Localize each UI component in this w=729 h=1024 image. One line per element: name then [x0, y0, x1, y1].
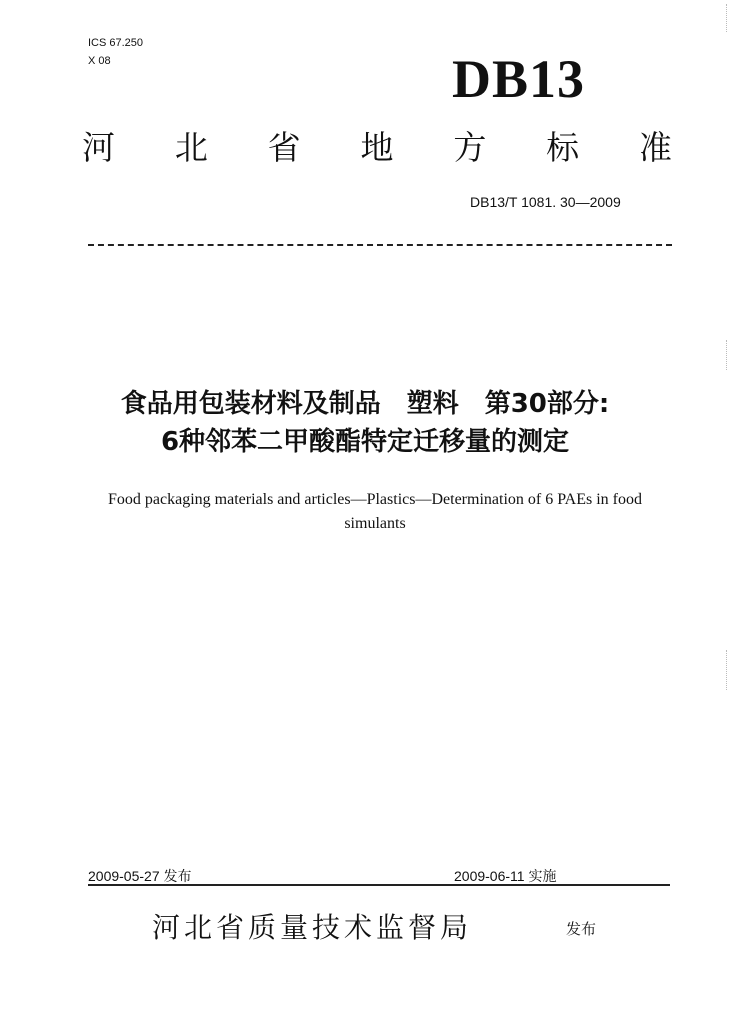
english-title-line-1: Food packaging materials and articles—Plastics—Determination of 6 PAEs in food	[108, 491, 642, 508]
title-char: 标	[546, 128, 580, 167]
publish-date: 2009-05-27 发布	[88, 868, 192, 884]
english-title-line-2: simulants	[344, 515, 406, 532]
header-divider	[88, 244, 672, 246]
standard-number: DB13/T 1081. 30—2009	[470, 194, 621, 210]
title-char: 准	[638, 128, 672, 167]
issue-label: 发布	[566, 920, 597, 938]
implement-date: 2009-06-11 实施	[454, 868, 557, 884]
ics-code: ICS 67.250	[88, 37, 144, 49]
issuing-authority: 河北省质量技术监督局	[152, 911, 473, 944]
title-char: 地	[360, 128, 394, 167]
title-char: 河	[82, 128, 115, 167]
classification-code: X 08	[88, 55, 111, 67]
db13-logo: DB13	[452, 49, 586, 109]
chinese-title-line-2: 6种邻苯二甲酸酯特定迁移量的测定	[160, 427, 570, 457]
scan-edge-mark	[720, 4, 727, 32]
footer-divider	[88, 884, 670, 886]
scan-edge-mark	[720, 340, 727, 370]
title-char: 北	[174, 128, 208, 167]
standard-type-title	[82, 128, 672, 168]
chinese-title-line-1: 食品用包装材料及制品 塑料 第30部分:	[120, 389, 610, 419]
scan-edge-mark	[720, 650, 727, 690]
title-char: 方	[453, 128, 487, 167]
title-char: 省	[267, 128, 301, 167]
